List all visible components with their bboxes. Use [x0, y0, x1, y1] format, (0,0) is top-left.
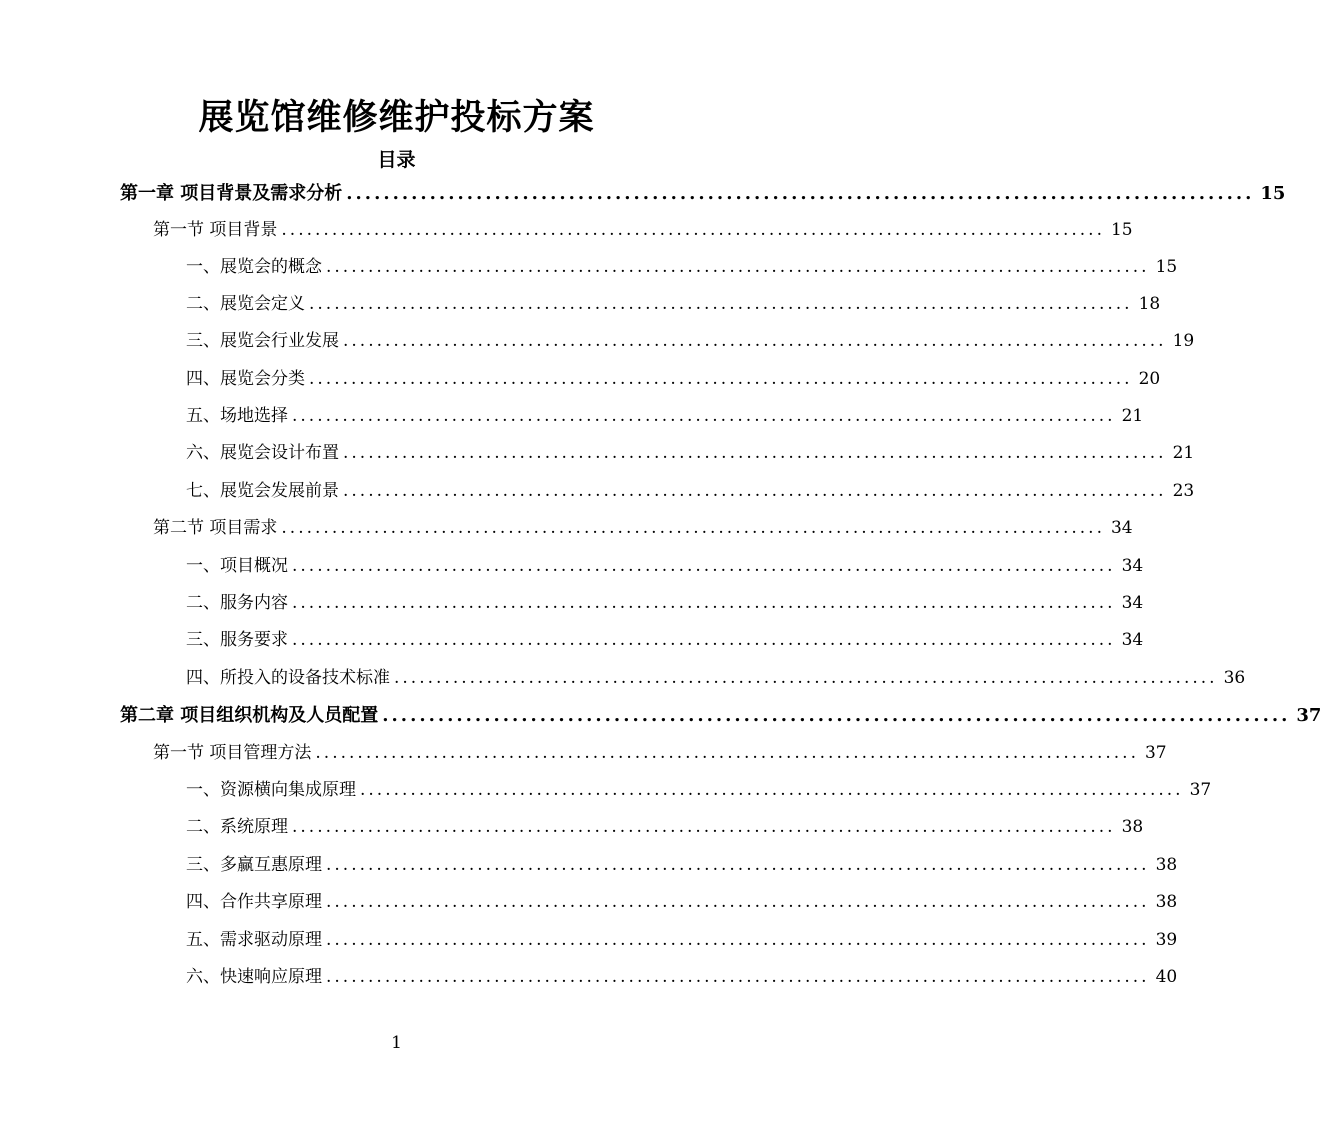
toc-leader-dots: ..................................................................................................: [326, 892, 1150, 912]
toc-entry-label: 第二节 项目需求: [153, 518, 278, 538]
toc-leader-dots: ..................................................................................................: [326, 855, 1150, 875]
toc-entry[interactable]: [186, 548, 1144, 585]
toc-entry[interactable]: [186, 286, 1161, 323]
toc-entry[interactable]: [186, 361, 1161, 398]
toc-entry-label: 第二章 项目组织机构及人员配置: [120, 705, 379, 726]
toc-entry[interactable]: [186, 473, 1195, 510]
toc-leader-dots: ..................................................................................................: [292, 593, 1116, 613]
toc-leader-dots: ..................................................................................................: [281, 220, 1105, 240]
toc-entry-page: 38: [1155, 855, 1178, 875]
toc-leader-dots: ..................................................................................................: [281, 518, 1105, 538]
toc-entry-page: 34: [1121, 556, 1144, 576]
toc-entry[interactable]: [186, 772, 1212, 809]
toc-entry[interactable]: [186, 323, 1195, 360]
toc-leader-dots: ..................................................................................................: [360, 780, 1184, 800]
toc-leader-dots: ..................................................................................................: [292, 630, 1116, 650]
toc-entry[interactable]: [186, 622, 1144, 659]
toc-entry-page: 15: [1155, 257, 1178, 277]
toc-entry-page: 38: [1121, 817, 1144, 837]
toc-entry-page: 15: [1260, 183, 1286, 204]
toc-entry[interactable]: [186, 398, 1144, 435]
toc-entry-page: 34: [1110, 518, 1133, 538]
document-title: 展览馆维修维护投标方案: [198, 97, 595, 138]
toc-entry-label: 五、场地选择: [186, 406, 288, 426]
toc-entry-label: 第一节 项目背景: [153, 220, 278, 240]
toc-entry-page: 21: [1121, 406, 1144, 426]
toc-entry[interactable]: [186, 660, 1246, 697]
toc-heading: 目录: [377, 149, 416, 171]
toc-leader-dots: ..................................................................................................: [326, 967, 1150, 987]
toc-entry[interactable]: [120, 175, 1286, 212]
toc-entry-page: 34: [1121, 593, 1144, 613]
toc-entry-label: 第一节 项目管理方法: [153, 743, 312, 763]
toc-entry-page: 38: [1155, 892, 1178, 912]
page-number: 1: [391, 1033, 402, 1053]
toc-entry[interactable]: [186, 959, 1178, 996]
toc-entry-page: 34: [1121, 630, 1144, 650]
toc-entry-page: 37: [1296, 705, 1321, 726]
toc-entry[interactable]: [153, 510, 1133, 547]
toc-entry-page: 39: [1155, 930, 1178, 950]
toc-entry[interactable]: [186, 847, 1178, 884]
toc-entry-label: 二、服务内容: [186, 593, 288, 613]
toc-entry[interactable]: [186, 884, 1178, 921]
toc-entry-label: 五、需求驱动原理: [186, 930, 322, 950]
toc-entry[interactable]: [153, 735, 1167, 772]
toc-leader-dots: ..................................................................................................: [309, 369, 1133, 389]
toc-entry[interactable]: [120, 697, 1321, 734]
toc-entry[interactable]: [186, 249, 1178, 286]
toc-entry-label: 三、服务要求: [186, 630, 288, 650]
toc-leader-dots: ..................................................................................................: [309, 294, 1133, 314]
toc-entry-page: 40: [1155, 967, 1178, 987]
toc-leader-dots: ..................................................................................................: [343, 481, 1167, 501]
toc-entry-label: 七、展览会发展前景: [186, 481, 339, 501]
toc-entry-page: 21: [1172, 443, 1195, 463]
toc-leader-dots: ..................................................................................................: [292, 817, 1116, 837]
toc-entry-label: 三、多赢互惠原理: [186, 855, 322, 875]
toc-leader-dots: ..................................................................................................: [343, 331, 1167, 351]
toc-entry-page: 15: [1110, 220, 1133, 240]
toc-entry-page: 18: [1138, 294, 1161, 314]
toc-entry-label: 一、项目概况: [186, 556, 288, 576]
toc-entry-label: 第一章 项目背景及需求分析: [120, 183, 343, 204]
toc-entry-page: 37: [1189, 780, 1212, 800]
toc-entry-label: 六、快速响应原理: [186, 967, 322, 987]
toc-entry-label: 六、展览会设计布置: [186, 443, 339, 463]
toc-entry-label: 四、所投入的设备技术标准: [186, 668, 390, 688]
toc-entry-label: 一、资源横向集成原理: [186, 780, 356, 800]
toc-leader-dots: ..................................................................................................: [326, 257, 1150, 277]
toc-leader-dots: ..................................................................................................: [343, 443, 1167, 463]
toc-leader-dots: ..................................................................................................: [382, 705, 1291, 726]
toc-entry-page: 19: [1172, 331, 1195, 351]
toc-leader-dots: ..................................................................................................: [292, 406, 1116, 426]
toc-entry-label: 二、展览会定义: [186, 294, 305, 314]
toc-entry-label: 三、展览会行业发展: [186, 331, 339, 351]
toc-leader-dots: ..................................................................................................: [326, 930, 1150, 950]
toc-leader-dots: ..................................................................................................: [292, 556, 1116, 576]
toc-entry-page: 20: [1138, 369, 1161, 389]
toc-entry-page: 23: [1172, 481, 1195, 501]
toc-entry[interactable]: [153, 212, 1133, 249]
toc-entry[interactable]: [186, 435, 1195, 472]
toc-entry[interactable]: [186, 585, 1144, 622]
toc-entry-page: 36: [1223, 668, 1246, 688]
toc-entry-label: 二、系统原理: [186, 817, 288, 837]
toc-entry-label: 四、合作共享原理: [186, 892, 322, 912]
toc-entry[interactable]: [186, 922, 1178, 959]
toc-leader-dots: ..................................................................................................: [394, 668, 1218, 688]
toc-entry-page: 37: [1144, 743, 1167, 763]
toc-leader-dots: ..................................................................................................: [315, 743, 1139, 763]
toc-entry-label: 一、展览会的概念: [186, 257, 322, 277]
toc-entry[interactable]: [186, 809, 1144, 846]
toc-leader-dots: ..................................................................................................: [346, 183, 1255, 204]
toc-entry-label: 四、展览会分类: [186, 369, 305, 389]
